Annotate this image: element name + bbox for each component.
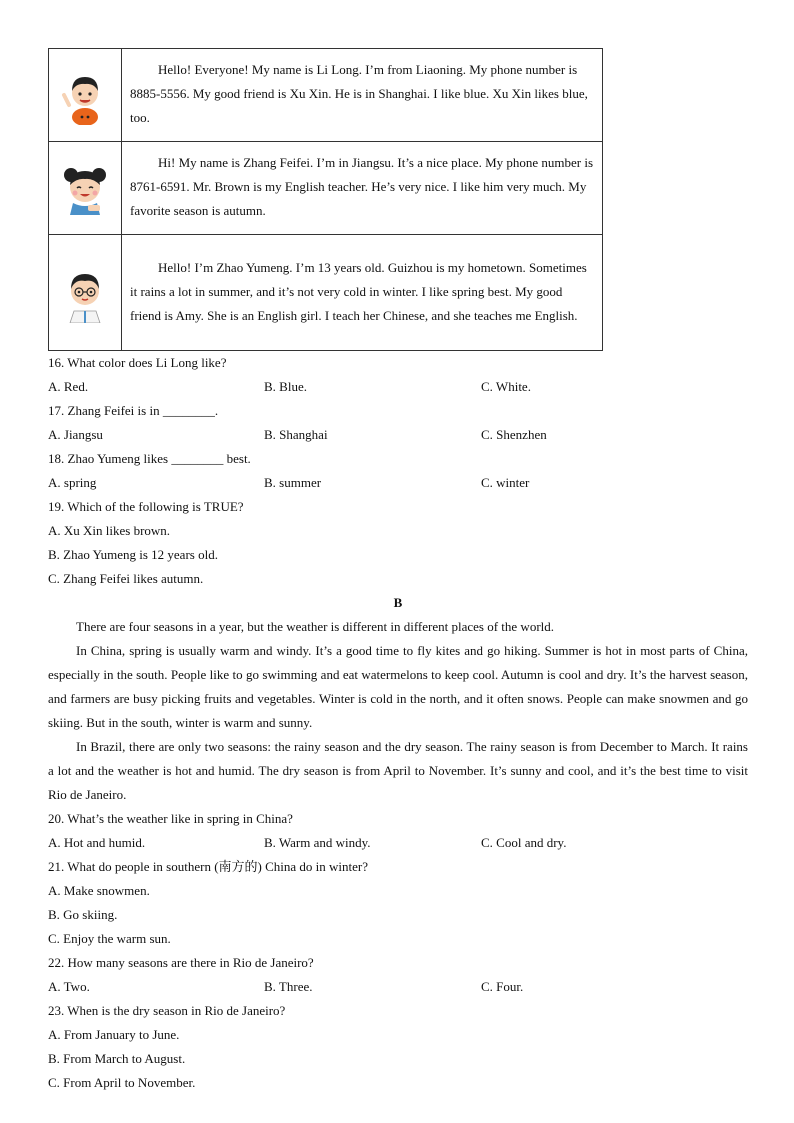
question-22 bbox=[48, 951, 748, 999]
question-stem: 19. Which of the following is TRUE? bbox=[48, 499, 244, 514]
worksheet-page bbox=[48, 48, 748, 1095]
option-b: B. Zhao Yumeng is 12 years old. bbox=[48, 547, 218, 562]
answer-options bbox=[48, 975, 748, 999]
option-c: C. Zhang Feifei likes autumn. bbox=[48, 571, 204, 586]
option-a: A. From January to June. bbox=[48, 1027, 180, 1042]
question-stem: 17. Zhang Feifei is in ________. bbox=[48, 403, 219, 418]
avatar-cell bbox=[49, 142, 122, 235]
profile-text: Hi! My name is Zhang Feifei. I’m in Jiangsu. It’s a nice place. My phone number is 8761-6591. Mr. Brown is my English teacher. He’s very nice. I like him very much. My favorite season is autumn. bbox=[130, 155, 594, 218]
option-c: C. Cool and dry. bbox=[481, 835, 567, 850]
option-a: A. Jiangsu bbox=[48, 427, 103, 442]
question-17 bbox=[48, 399, 748, 447]
option-b: B. Shanghai bbox=[264, 427, 328, 442]
option-b: B. From March to August. bbox=[48, 1051, 186, 1066]
option-b: B. Warm and windy. bbox=[264, 835, 371, 850]
answer-options bbox=[48, 375, 748, 399]
question-stem: 20. What’s the weather like in spring in China? bbox=[48, 811, 293, 826]
passage-paragraph: There are four seasons in a year, but the weather is different in different places of the world. bbox=[76, 619, 555, 634]
profile-text-cell bbox=[122, 49, 603, 142]
option-c: C. Shenzhen bbox=[481, 427, 547, 442]
question-stem: 16. What color does Li Long like? bbox=[48, 355, 227, 370]
question-stem: 21. What do people in southern (南方的) China do in winter? bbox=[48, 859, 369, 874]
option-b: B. summer bbox=[264, 475, 322, 490]
option-c: C. White. bbox=[481, 379, 531, 394]
boy-glasses-icon bbox=[60, 263, 110, 323]
question-23 bbox=[48, 999, 748, 1095]
girl-smiling-icon bbox=[58, 159, 112, 217]
question-21 bbox=[48, 855, 748, 951]
section-b-passage bbox=[48, 615, 748, 807]
option-b: B. Three. bbox=[264, 979, 313, 994]
profile-row-li-long bbox=[49, 49, 603, 142]
question-16 bbox=[48, 351, 748, 399]
question-stem: 22. How many seasons are there in Rio de Janeiro? bbox=[48, 955, 314, 970]
option-b: B. Go skiing. bbox=[48, 907, 118, 922]
profile-text: Hello! I’m Zhao Yumeng. I’m 13 years old. Guizhou is my hometown. Sometimes it rains a lot in summer, and it’s not very cold in winter. I like spring best. My good friend is Amy. She is an English girl. I teach her Chinese, and she teaches me English. bbox=[130, 259, 587, 323]
question-18 bbox=[48, 447, 748, 495]
avatar-cell bbox=[49, 49, 122, 142]
passage-paragraph: In Brazil, there are only two seasons: the rainy season and the dry season. The rainy season is from December to March. It rains a lot and the weather is hot and humid. The dry season is from April to November. It’s sunny and cool, and it’s the best time to visit Rio de Janeiro. bbox=[48, 739, 748, 802]
question-stem: 18. Zhao Yumeng likes ________ best. bbox=[48, 451, 251, 466]
question-20 bbox=[48, 807, 748, 855]
profile-text-cell bbox=[122, 142, 603, 235]
option-c: C. Enjoy the warm sun. bbox=[48, 931, 171, 946]
option-a: A. Xu Xin likes brown. bbox=[48, 523, 171, 538]
option-c: C. From April to November. bbox=[48, 1075, 196, 1090]
option-a: A. Make snowmen. bbox=[48, 883, 150, 898]
option-a: A. Two. bbox=[48, 979, 90, 994]
option-a: A. Hot and humid. bbox=[48, 835, 146, 850]
passage-paragraph: In China, spring is usually warm and windy. It’s a good time to fly kites and go hiking. Summer is hot in most parts of China, especially in the south. People like to go swimming and eat watermelons to keep cool. Autumn is cool and dry. It’s the harvest season, and farmers are busy picking fruits and vegetables. Winter is cold in the north, and it often snows. People can make snowmen and go skiing. But in the south, winter is warm and sunny. bbox=[48, 643, 748, 730]
answer-options bbox=[48, 831, 748, 855]
answer-options bbox=[48, 471, 748, 495]
boy-waving-icon bbox=[60, 65, 110, 125]
profile-text: Hello! Everyone! My name is Li Long. I’m from Liaoning. My phone number is 8885-5556. My good friend is Xu Xin. He is in Shanghai. I like blue. Xu Xin likes blue, too. bbox=[130, 62, 588, 125]
question-stem: 23. When is the dry season in Rio de Janeiro? bbox=[48, 1003, 286, 1018]
profile-row-zhang-feifei bbox=[49, 142, 603, 235]
option-b: B. Blue. bbox=[264, 379, 307, 394]
option-c: C. winter bbox=[481, 475, 530, 490]
answer-options bbox=[48, 423, 748, 447]
profile-row-zhao-yumeng bbox=[49, 235, 603, 351]
profile-text-cell bbox=[122, 235, 603, 351]
option-c: C. Four. bbox=[481, 979, 524, 994]
avatar-cell bbox=[49, 235, 122, 351]
section-b-title: B bbox=[393, 595, 403, 610]
option-a: A. spring bbox=[48, 475, 97, 490]
profiles-table bbox=[48, 48, 603, 351]
question-19 bbox=[48, 495, 748, 591]
option-a: A. Red. bbox=[48, 379, 89, 394]
